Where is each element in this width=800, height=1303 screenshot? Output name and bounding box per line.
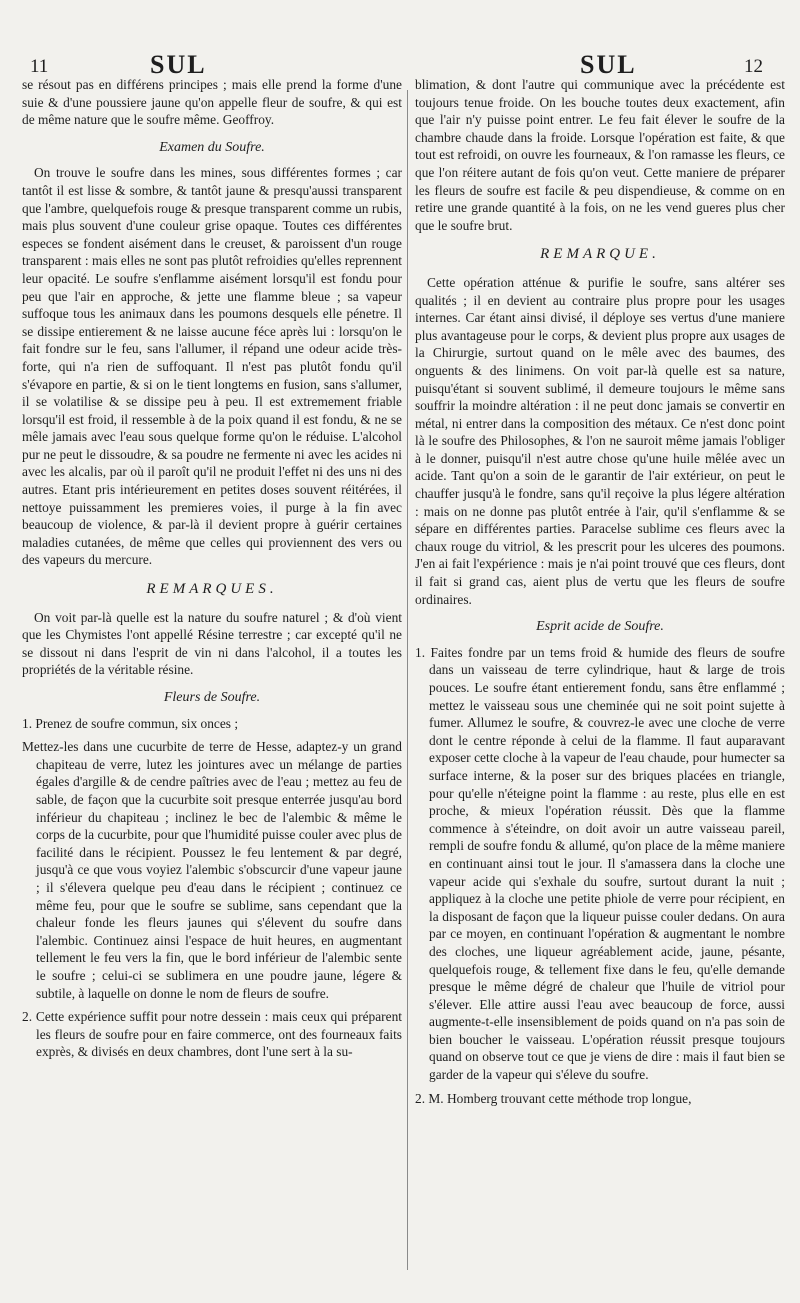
paragraph: 1. Faites fondre par un tems froid & humide des fleurs de soufre dans un vaisseau de terre cylindrique, haut & large de trois pouces. Le soufre étant entierement fondu, sans être enflammé ; mettez le vaisseau sous une cheminée qui ne soit point sujette à fumer. Allumez le soufre, & couvrez-le avec une cloche de verre dont le centre réponde à celui de la flamme. Il faut auparavant exposer cette cloche à la vapeur de l'eau chaude, pour humecter sa surface interne, & la poser sur des briques placées en triangle, pour qu'elle n'éteigne point la flamme : au reste, plus elle en est proche, & mieux l'opération réussit. Dès que la flamme commence à s'éteindre, on doit avoir un autre vaisseau pareil, rempli de soufre fondu & allumé, qu'on place de la même maniere en continuant ainsi tout le jour. Il s'amassera dans la cloche une vapeur acide qui s'exhale du soufre, surtout durant la nuit ; appliquez à la cloche une petite phiole de verre pour récipient, en la disposant de façon que la liqueur puisse couler dedans. On aura par ce moyen, en continuant l'opération & augmentant le nombre des cloches, une liqueur agréablement acide, jaune, pésante, quelquefois rouge, & tellement fixe dans le feu, qu'elle demande presque le même dégré de chaleur que l'huile de vitriol pour s'élever. Elle attire aussi l'eau avec beaucoup de force, aussi augmente-t-elle insensiblement de poids quand on n'a pas soin de bien boucher le vaisseau. L'opération réussit presque toujours quand on observe tout ce que je viens de dire : mais il faut bien se garder de la vapeur qui s'éleve du soufre.: [415, 644, 785, 1083]
left-running-head: SUL: [150, 50, 207, 79]
right-running-head: SUL: [580, 50, 637, 79]
section-heading: Fleurs de Soufre.: [163, 690, 261, 705]
paragraph: 1. Prenez de soufre commun, six onces ;: [22, 715, 239, 731]
paragraph: 2. Cette expérience suffit pour notre dessein : mais ceux qui préparent les fleurs de soufre pour en faire commerce, ont des fourneaux faits exprès, & divisés en deux chambres, dont l'une sert à la su-: [22, 1009, 402, 1060]
paragraph: 2. M. Homberg trouvant cette méthode trop longue,: [415, 1090, 692, 1106]
right-column: [415, 76, 785, 1296]
section-heading: REMARQUE.: [540, 246, 660, 263]
paragraph: se résout pas en différens principes ; mais elle prend la forme d'une suie & d'une poussiere jaune qu'on appelle fleur de soufre, & qui est de même nature que le soufre même. Geoffroy.: [22, 77, 402, 128]
paragraph: On voit par-là quelle est la nature du soufre naturel ; & d'où vient que les Chymistes l'ont appellé Résine terrestre ; car excepté qu'il ne se dissout ni dans l'esprit de vin ni dans l'alcohol, il a toutes les propriétés de la véritable résine.: [22, 609, 402, 678]
paragraph: Mettez-les dans une cucurbite de terre de Hesse, adaptez-y un grand chapiteau de verre, lutez les jointures avec un mélange de parties égales d'argille & de cendre paîtries avec de l'eau ; mettez au feu de sable, de façon que la cucurbite soit presque enterrée jusqu'au bord inférieur du chapiteau ; inclinez le bec de l'alembic & même le corps de la cucurbite, pour que l'humidité puisse couler avec plus de facilité dans le récipient. Poussez le feu lentement & par degré, jusqu'à ce que vous voyiez l'alembic s'obscurcir d'une vapeur jaune ; il s'élevera quelque peu d'eau dans le récipient ; continuez ce même feu, pour que le soufre se sublime, sans cependant que la chaleur fonde les fleurs jaunes qui s'élevent du soufre dans l'alembic. Continuez ainsi l'espace de huit heures, en augmentant tellement le feu vers la fin, que le bord inférieur de l'alembic sente le soufre ; celui-ci se sublimera en une poudre jaune, légere & subtile, à laquelle on donne le nom de fleurs de soufre.: [22, 739, 402, 1001]
paragraph: blimation, & dont l'autre qui communique avec la précédente est toujours tenue froide. On les bouche toutes deux exactement, afin que l'air n'y puisse point entrer. Le feu fait élever le soufre de la chambre chaude dans la froide. Lorsque l'opération est faite, & que tout est refroidi, on ouvre les fourneaux, & l'on ramasse les fleurs, ce que l'on réitere autant de fois qu'on veut. Cette maniere de préparer les fleurs de soufre est facile & peu dispendieuse, & comme on en retire une grande quantité à la fois, on ne les vend gueres plus cher que le soufre brut.: [415, 77, 785, 233]
section-heading: Examen du Soufre.: [159, 139, 265, 155]
right-page-number: 12: [744, 56, 763, 77]
section-heading: REMARQUES.: [146, 581, 278, 598]
paragraph: On trouve le soufre dans les mines, sous différentes formes ; car tantôt il est lisse & sombre, & tantôt jaune & presqu'aussi transparent que l'ambre, quelquefois rouge & presque transparent comme un rubis, mais plus souvent d'une couleur grise opaque. Toutes ces différentes especes se fondent aisément dans le creuset, & paroissent d'un rouge transparent : mais elles ne sont pas plutôt refroidies qu'elles reprennent leur opacité. Le soufre s'enflamme aisément lorsqu'il est fondu pour peu que l'air en approche, & jette une flamme bleue ; sa vapeur suffoque tous les animaux dans les poumons desquels elle pénetre. Il se dissipe entierement & ne laisse aucune féce après lui : lorsqu'on le fait fondre sur le feu, sans l'allumer, il répand une odeur acide très-forte, qui n'a rien de suffoquant. Il n'est pas plutôt fondu qu'il s'évapore en partie, & si on le tient longtems en fusion, sans s'allumer, il se volatilise & se dissipe peu à peu. Il est extremement friable lorsqu'il est froid, il ressemble à de la poix quand il est fondu, & ne se mêle jamais avec l'eau sous quelque forme qu'on le réduise. L'alcohol pur ne peut le dissoudre, & sa poudre ne fermente ni avec les acides ni avec les alcalis, par où il paroît qu'il ne produit l'effet ni des uns ni des autres. Etant pris intérieurement en petites doses souvent réitérées, il nettoye puissamment les premieres voies, il purge à la fin avec beaucoup de violence, & par-là il devient propre à guérir certaines maladies cutanées, de même que celles qui proviennent des vers ou des vapeurs du mercure.: [22, 165, 402, 568]
left-page-number: 11: [30, 56, 49, 77]
left-column: [22, 76, 402, 1296]
column-divider: [407, 90, 408, 1270]
section-heading: Esprit acide de Soufre.: [536, 619, 664, 635]
paragraph: Cette opération atténue & purifie le soufre, sans altérer ses qualités ; il en devient au contraire plus propre pour les usages internes. Car étant ainsi divisé, il déploye ses vertus d'une maniere plus avantageuse pour le corps, & devient plus propre aux usages de la Chirurgie, surtout quand on le mêle avec des baumes, des onguents & des linimens. On voit par-là quelle est sa nature, puisqu'étant si souvent sublimé, il demeure toujours le même sans souffrir la moindre altération : il ne peut donc jamais se convertir en métal, ni entrer dans la composition des métaux. Ce n'est donc point là le soufre des Philosophes, & l'on ne sauroit même jamais l'obliger à le donner, puisqu'il n'est autre chose qu'une huile mêlée avec un acide. Tant qu'on a soin de le garantir de l'air extérieur, on peut le chauffer jusqu'à le fondre, sans qu'il reçoive la plus légere altération : mais on ne donne pas plutôt entrée à l'air, qu'il s'enflamme & se sépare en différentes parties. Paracelse sublime ces fleurs avec la chaux rouge du vitriol, & les prescrit pour les ulceres des poumons. J'en ai fait l'expérience : mais je n'ai point trouvé que ces fleurs, dont il fait si grand cas, aient plus de vertu que les fleurs de soufre ordinaires.: [415, 274, 785, 607]
